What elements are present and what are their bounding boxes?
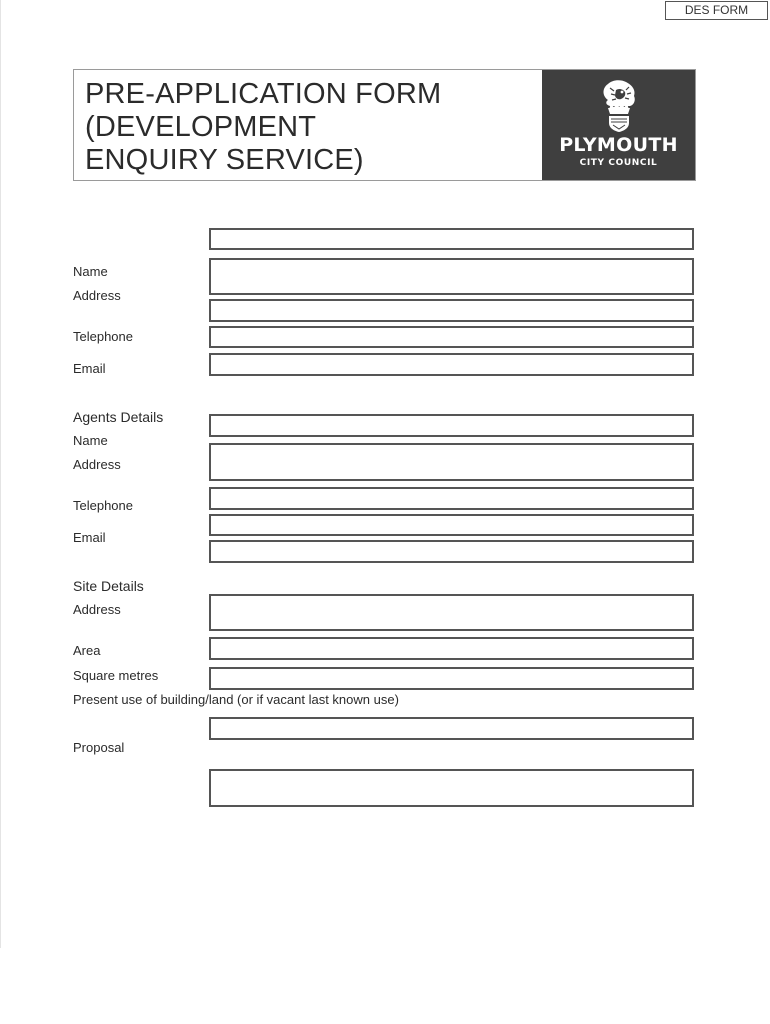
form-code-tag: DES FORM <box>665 1 768 20</box>
agent-telephone-field[interactable] <box>209 487 694 510</box>
applicant-email-field[interactable] <box>209 353 694 376</box>
site-address-label: Address <box>73 602 121 617</box>
site-square-metres-field[interactable] <box>209 667 694 690</box>
title-line-3: ENQUIRY SERVICE) <box>85 144 364 176</box>
agent-telephone-label: Telephone <box>73 498 133 513</box>
page-edge <box>0 0 1 948</box>
agent-name-field[interactable] <box>209 443 694 481</box>
site-address-field[interactable] <box>209 594 694 631</box>
agent-address-label: Address <box>73 457 121 472</box>
present-use-field[interactable] <box>209 717 694 740</box>
form-header <box>73 69 696 181</box>
title-line-1: PRE-APPLICATION FORM <box>85 78 442 110</box>
agent-extra-field[interactable] <box>209 540 694 563</box>
applicant-name-field[interactable] <box>209 258 694 295</box>
council-logo <box>542 70 695 180</box>
applicant-top-field[interactable] <box>209 228 694 250</box>
applicant-telephone-label: Telephone <box>73 329 133 344</box>
proposal-field[interactable] <box>209 769 694 807</box>
logo-name: PLYMOUTH <box>559 134 678 156</box>
lion-crest-icon <box>596 78 642 132</box>
form-title <box>85 78 535 177</box>
site-square-metres-label: Square metres <box>73 668 159 683</box>
agent-email-field[interactable] <box>209 514 694 536</box>
applicant-name-label: Name <box>73 264 108 279</box>
agent-name-label: Name <box>73 433 108 448</box>
present-use-label: Present use of building/land (or if vacant last known use) <box>73 692 399 707</box>
site-details-heading: Site Details <box>73 578 144 594</box>
agents-details-heading: Agents Details <box>73 409 164 425</box>
site-area-field[interactable] <box>209 637 694 660</box>
applicant-telephone-field[interactable] <box>209 326 694 348</box>
title-line-2: (DEVELOPMENT <box>85 111 317 143</box>
logo-subtitle: CITY COUNCIL <box>579 158 658 168</box>
applicant-address-field[interactable] <box>209 299 694 322</box>
applicant-email-label: Email <box>73 361 106 376</box>
applicant-address-label: Address <box>73 288 121 303</box>
agent-top-field[interactable] <box>209 414 694 437</box>
site-area-label: Area <box>73 643 101 658</box>
agent-email-label: Email <box>73 530 106 545</box>
proposal-label: Proposal <box>73 740 125 755</box>
